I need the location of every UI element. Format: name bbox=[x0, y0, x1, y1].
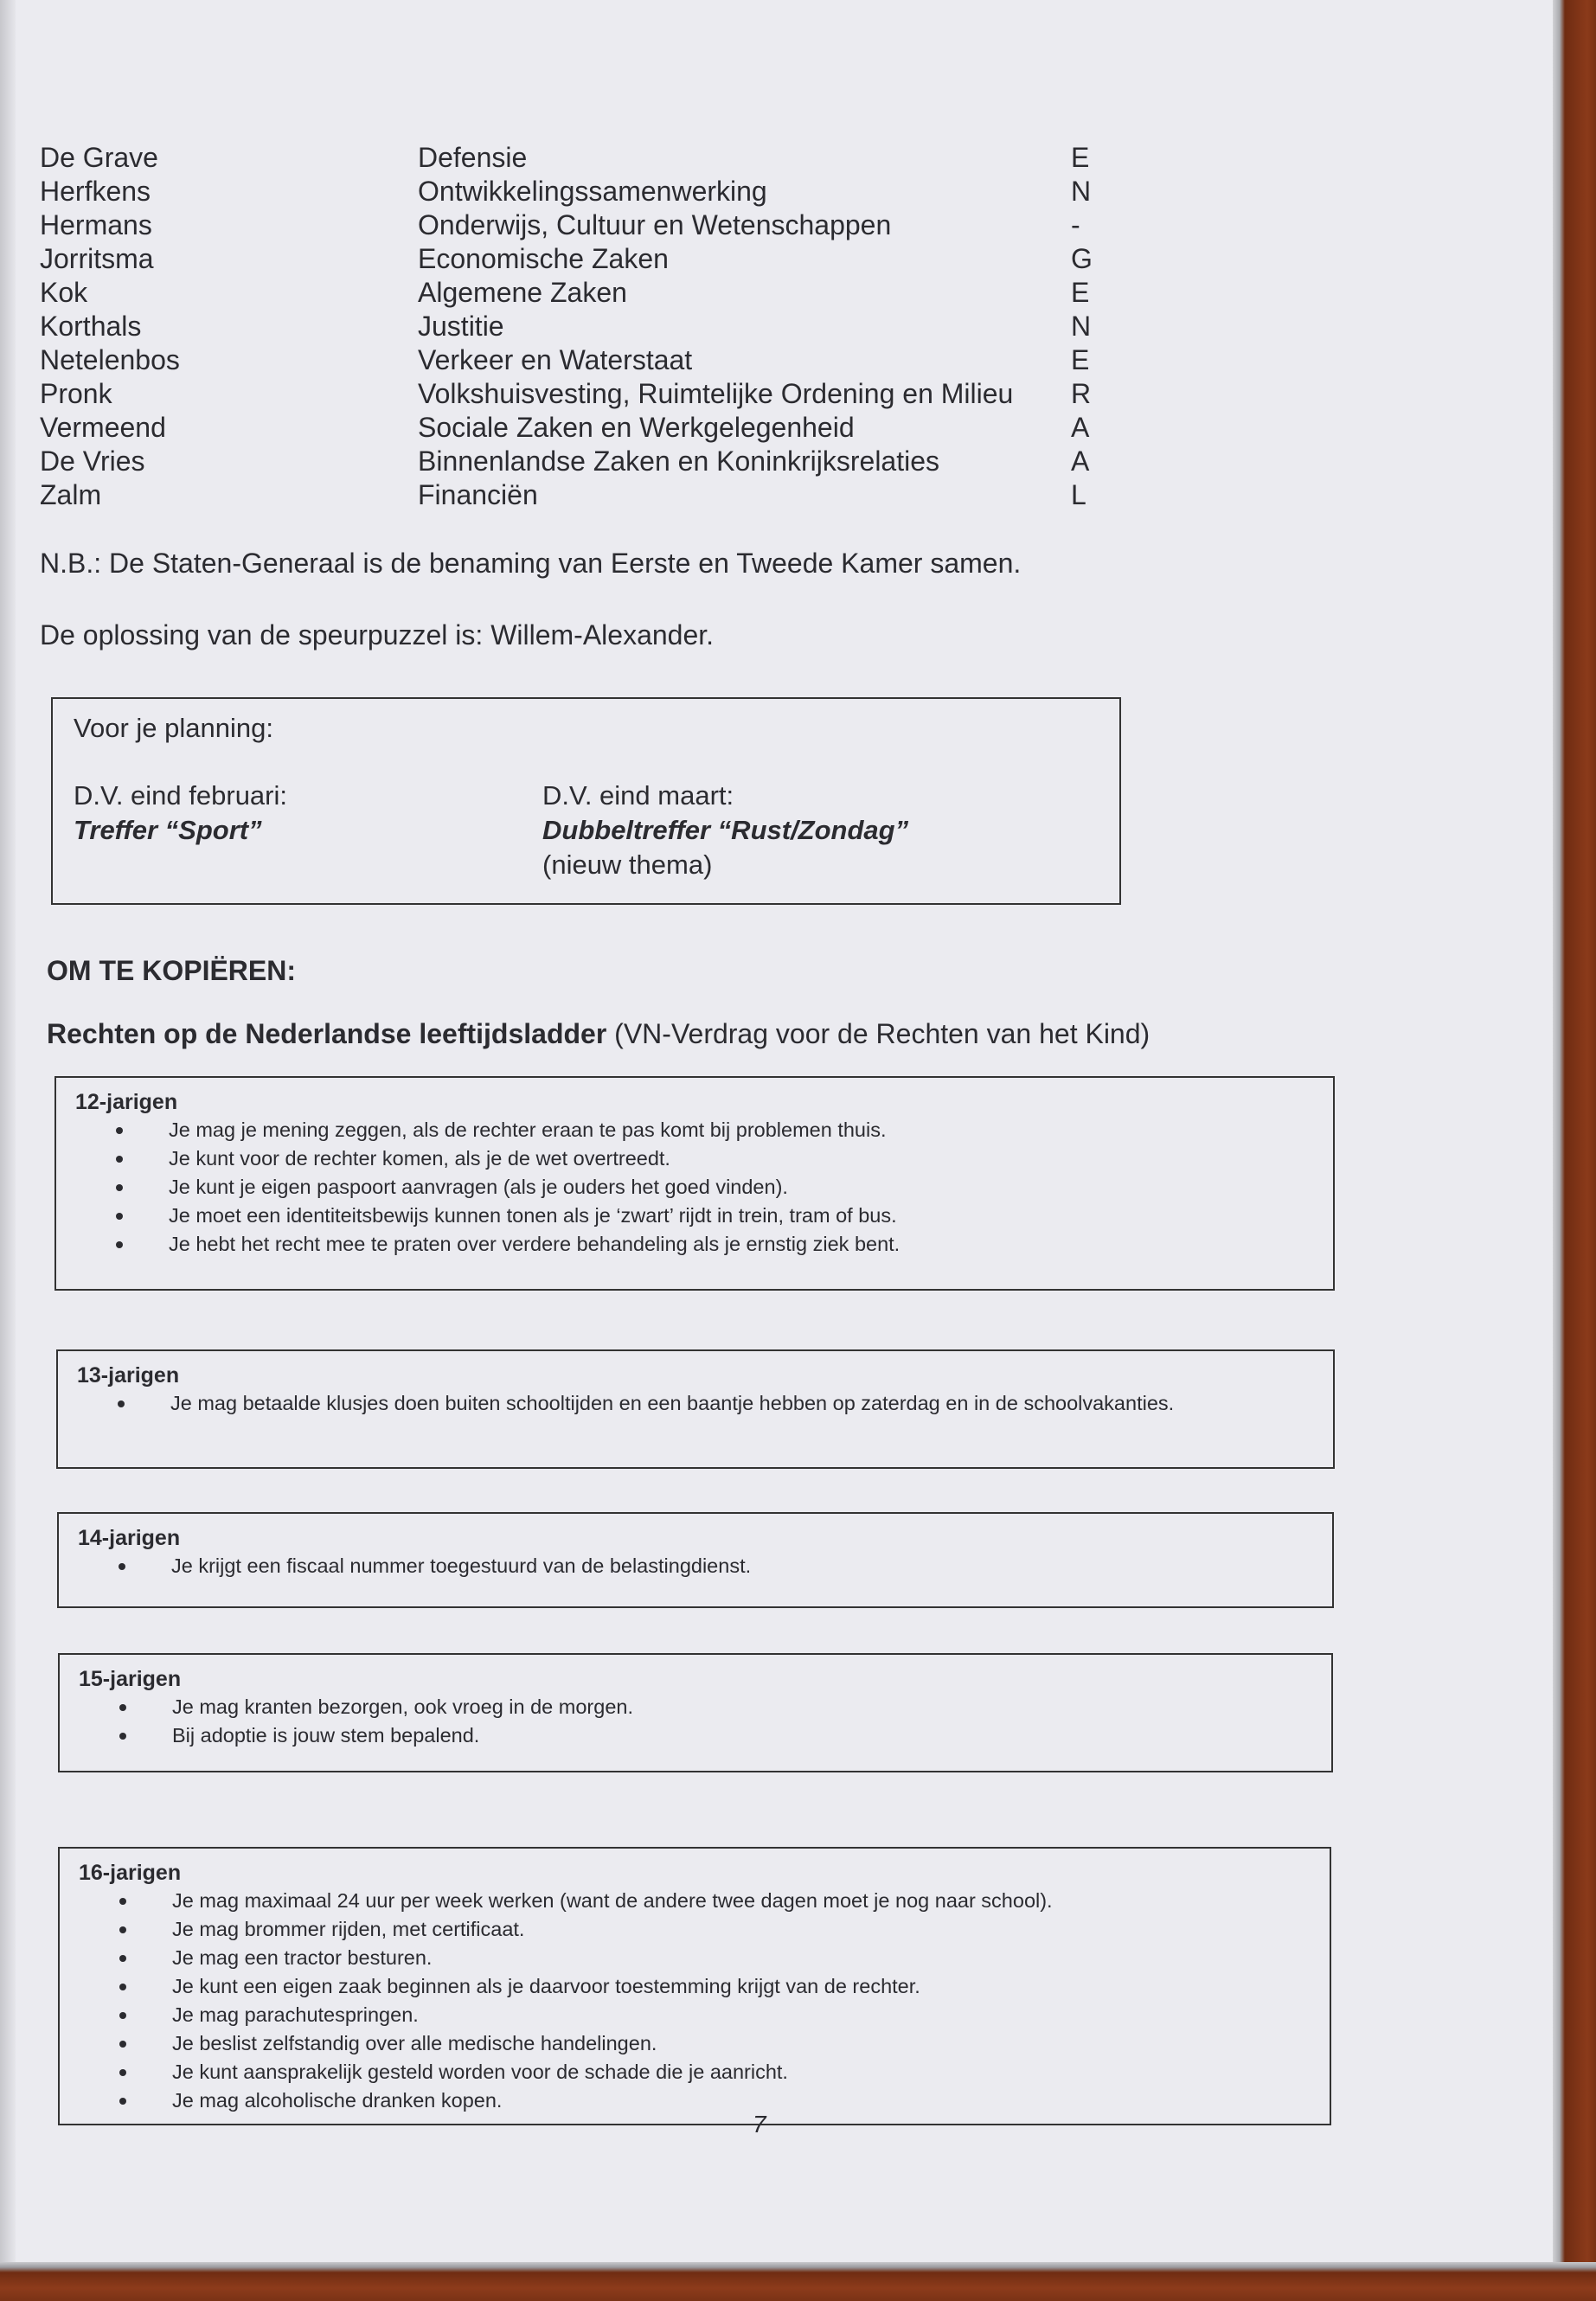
ladder-heading-bold: Rechten op de Nederlandse leeftijdsladder bbox=[47, 1018, 607, 1049]
list-item: Je kunt aansprakelijk gesteld worden voor de schade die je aanricht. bbox=[118, 2058, 1312, 2086]
minister-name: De Vries bbox=[40, 445, 145, 477]
ladder-heading-sub: (VN-Verdrag voor de Rechten van het Kind) bbox=[614, 1018, 1151, 1049]
puzzle-letter: N bbox=[1071, 176, 1092, 207]
minister-name: Zalm bbox=[40, 479, 102, 510]
age-box-16 bbox=[58, 1847, 1331, 2125]
puzzle-letter: E bbox=[1071, 277, 1090, 308]
list-item: Je kunt je eigen paspoort aanvragen (als je ouders het goed vinden). bbox=[114, 1173, 1316, 1202]
list-item: Je mag alcoholische dranken kopen. bbox=[118, 2086, 1312, 2115]
age-title: 14-jarigen bbox=[78, 1526, 181, 1550]
list-item: Bij adoptie is jouw stem bepalend. bbox=[118, 1721, 1314, 1750]
minister-name: Kok bbox=[40, 277, 88, 308]
rights-list bbox=[75, 1116, 1316, 1259]
cover-edge-bottom bbox=[0, 2262, 1596, 2301]
copy-heading: OM TE KOPIËREN: bbox=[47, 955, 297, 986]
minister-name: Hermans bbox=[40, 209, 152, 240]
puzzle-letter: G bbox=[1071, 243, 1093, 274]
ministry-name: Sociale Zaken en Werkgelegenheid bbox=[418, 412, 855, 443]
rights-list bbox=[77, 1389, 1316, 1418]
list-item: Je krijgt een fiscaal nummer toegestuurd van de belastingdienst. bbox=[117, 1552, 1315, 1580]
list-item: Je hebt het recht mee te praten over verdere behandeling als je ernstig ziek bent. bbox=[114, 1230, 1316, 1259]
list-item: Je kunt voor de rechter komen, als je de wet overtreedt. bbox=[114, 1144, 1316, 1173]
roster-row bbox=[40, 208, 1106, 242]
binding-shadow bbox=[0, 0, 16, 2262]
rights-list bbox=[79, 1887, 1312, 2115]
list-item: Je kunt een eigen zaak beginnen als je daarvoor toestemming krijgt van de rechter. bbox=[118, 1972, 1312, 2001]
list-item: Je beslist zelfstandig over alle medische handelingen. bbox=[118, 2029, 1312, 2058]
list-item: Je mag een tractor besturen. bbox=[118, 1944, 1312, 1972]
puzzle-letter: A bbox=[1071, 412, 1090, 443]
minister-name: Netelenbos bbox=[40, 344, 180, 375]
list-item: Je mag parachutespringen. bbox=[118, 2001, 1312, 2029]
puzzle-letter: E bbox=[1071, 344, 1090, 375]
nb-note: N.B.: De Staten-Generaal is de benaming van Eerste en Tweede Kamer samen. bbox=[40, 548, 1022, 579]
list-item: Je moet een identiteitsbewijs kunnen tonen als je ‘zwart’ rijdt in trein, tram of bus. bbox=[114, 1202, 1316, 1230]
roster-row bbox=[40, 175, 1106, 208]
roster-row bbox=[40, 478, 1106, 512]
roster-row bbox=[40, 141, 1106, 175]
solution-note: De oplossing van de speurpuzzel is: Willem-Alexander. bbox=[40, 619, 715, 651]
list-item: Je mag maximaal 24 uur per week werken (want de andere twee dagen moet je nog naar school). bbox=[118, 1887, 1312, 1915]
ministry-name: Algemene Zaken bbox=[418, 277, 627, 308]
puzzle-letter: - bbox=[1071, 209, 1080, 240]
rights-list bbox=[78, 1552, 1315, 1580]
planning-box bbox=[51, 697, 1121, 905]
list-item: Je mag je mening zeggen, als de rechter eraan te pas komt bij problemen thuis. bbox=[114, 1116, 1316, 1144]
roster-row bbox=[40, 445, 1106, 478]
ministry-name: Verkeer en Waterstaat bbox=[418, 344, 693, 375]
list-item: Je mag betaalde klusjes doen buiten schooltijden en een baantje hebben op zaterdag en in de schoolvakanties. bbox=[116, 1389, 1316, 1418]
ministry-name: Justitie bbox=[418, 311, 504, 342]
planning-march bbox=[542, 779, 908, 882]
minister-roster bbox=[40, 141, 1106, 512]
puzzle-letter: L bbox=[1071, 479, 1086, 510]
puzzle-letter: R bbox=[1071, 378, 1092, 409]
roster-row bbox=[40, 242, 1106, 276]
ministry-name: Financiën bbox=[418, 479, 538, 510]
puzzle-letter: E bbox=[1071, 142, 1090, 173]
planning-title: Voor je planning: bbox=[74, 713, 273, 743]
roster-row bbox=[40, 310, 1106, 343]
ministry-name: Economische Zaken bbox=[418, 243, 669, 274]
roster-row bbox=[40, 343, 1106, 377]
puzzle-letter: A bbox=[1071, 445, 1090, 477]
february-theme: Treffer “Sport” bbox=[74, 815, 262, 845]
age-title: 13-jarigen bbox=[77, 1363, 180, 1388]
ministry-name: Onderwijs, Cultuur en Wetenschappen bbox=[418, 209, 892, 240]
roster-row bbox=[40, 411, 1106, 445]
planning-february bbox=[74, 779, 287, 848]
roster-row bbox=[40, 377, 1106, 411]
age-box-15 bbox=[58, 1653, 1333, 1772]
age-box-13 bbox=[56, 1349, 1335, 1469]
march-theme: Dubbeltreffer “Rust/Zondag” bbox=[542, 815, 909, 845]
cover-edge-right bbox=[1553, 0, 1596, 2301]
puzzle-letter: N bbox=[1071, 311, 1092, 342]
ministry-name: Ontwikkelingssamenwerking bbox=[418, 176, 767, 207]
march-label: D.V. eind maart: bbox=[542, 780, 734, 811]
page-number: 7 bbox=[753, 2111, 766, 2138]
age-title: 15-jarigen bbox=[79, 1667, 182, 1691]
minister-name: Jorritsma bbox=[40, 243, 154, 274]
list-item: Je mag kranten bezorgen, ook vroeg in de morgen. bbox=[118, 1693, 1314, 1721]
ladder-heading bbox=[47, 1018, 1150, 1050]
ministry-name: Defensie bbox=[418, 142, 528, 173]
minister-name: Herfkens bbox=[40, 176, 151, 207]
minister-name: Pronk bbox=[40, 378, 112, 409]
age-title: 16-jarigen bbox=[79, 1861, 182, 1885]
minister-name: Korthals bbox=[40, 311, 142, 342]
age-title: 12-jarigen bbox=[75, 1090, 178, 1114]
rights-list bbox=[79, 1693, 1314, 1750]
minister-name: Vermeend bbox=[40, 412, 166, 443]
minister-name: De Grave bbox=[40, 142, 158, 173]
list-item: Je mag brommer rijden, met certificaat. bbox=[118, 1915, 1312, 1944]
february-label: D.V. eind februari: bbox=[74, 780, 288, 811]
ministry-name: Binnenlandse Zaken en Koninkrijksrelaties bbox=[418, 445, 940, 477]
roster-row bbox=[40, 276, 1106, 310]
ministry-name: Volkshuisvesting, Ruimtelijke Ordening en Milieu bbox=[418, 378, 1014, 409]
age-box-14 bbox=[57, 1512, 1334, 1608]
march-extra: (nieuw thema) bbox=[542, 849, 713, 880]
age-box-12 bbox=[54, 1076, 1335, 1291]
